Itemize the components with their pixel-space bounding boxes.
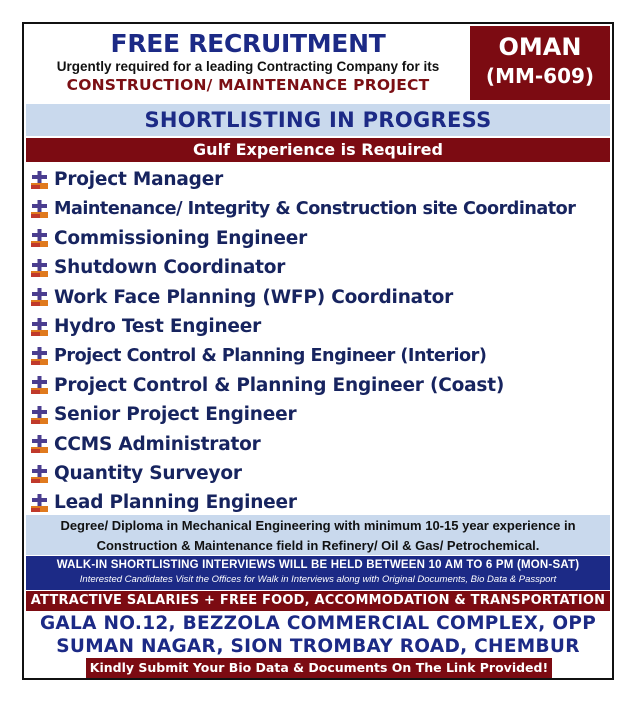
job-item	[30, 488, 610, 517]
plus-arrow-icon	[30, 464, 50, 484]
job-title: Hydro Test Engineer	[54, 316, 262, 338]
walkin-banner	[26, 556, 610, 590]
job-title: Work Face Planning (WFP) Coordinator	[54, 286, 454, 308]
flyer-subtitle: Urgently required for a leading Contracting Company for its	[56, 59, 440, 74]
job-title: Quantity Surveyor	[54, 463, 242, 485]
plus-arrow-icon	[30, 317, 50, 337]
walkin-instructions: Interested Candidates Visit the Offices for Walk in Interviews along with Original Documents, Bio Data & Passport	[79, 574, 557, 585]
plus-arrow-icon	[30, 287, 50, 307]
submit-banner	[86, 658, 552, 678]
requirement-text: Gulf Experience is Required	[193, 140, 443, 159]
address-line-1: GALA NO.12, BEZZOLA COMMERCIAL COMPLEX, OPP	[39, 613, 597, 634]
job-title: Senior Project Engineer	[54, 404, 297, 426]
flyer-title: FREE RECRUITMENT	[110, 29, 386, 58]
recruitment-flyer	[22, 22, 614, 680]
qualification-box	[26, 515, 610, 555]
header-left	[26, 26, 470, 100]
job-item	[30, 224, 610, 253]
plus-arrow-icon	[30, 228, 50, 248]
status-banner	[26, 104, 610, 136]
job-item	[30, 165, 610, 194]
job-list	[30, 165, 610, 518]
job-title: Commissioning Engineer	[54, 227, 308, 249]
country-name: OMAN	[498, 33, 582, 61]
job-item	[30, 253, 610, 282]
job-title: Lead Planning Engineer	[54, 492, 297, 514]
job-item	[30, 312, 610, 341]
country-badge	[470, 26, 610, 100]
job-item	[30, 371, 610, 400]
job-item	[30, 194, 610, 223]
job-item	[30, 400, 610, 429]
benefits-banner	[26, 591, 610, 611]
job-item	[30, 430, 610, 459]
walkin-schedule: WALK-IN SHORTLISTING INTERVIEWS WILL BE HELD BETWEEN 10 AM TO 6 PM (MON-SAT)	[56, 559, 580, 571]
job-item	[30, 283, 610, 312]
submit-text: Kindly Submit Your Bio Data & Documents On The Link Provided!	[89, 660, 549, 675]
plus-arrow-icon	[30, 346, 50, 366]
plus-arrow-icon	[30, 258, 50, 278]
office-address	[26, 612, 610, 658]
job-title: Project Manager	[54, 169, 223, 191]
job-title: Maintenance/ Integrity & Construction site Coordinator	[54, 199, 576, 220]
job-title: Project Control & Planning Engineer (Coast)	[54, 374, 505, 396]
address-line-2: SUMAN NAGAR, SION TROMBAY ROAD, CHEMBUR	[56, 636, 580, 657]
job-title: CCMS Administrator	[54, 433, 261, 455]
project-type: CONSTRUCTION/ MAINTENANCE PROJECT	[66, 76, 430, 94]
benefits-text: ATTRACTIVE SALARIES + FREE FOOD, ACCOMMODATION & TRANSPORTATION	[30, 593, 606, 608]
status-text: SHORTLISTING IN PROGRESS	[144, 108, 492, 132]
job-item	[30, 341, 610, 370]
plus-arrow-icon	[30, 199, 50, 219]
plus-arrow-icon	[30, 493, 50, 513]
qualification-line-1: Degree/ Diploma in Mechanical Engineering with minimum 10-15 year experience in	[60, 518, 576, 533]
requirement-banner	[26, 138, 610, 162]
plus-arrow-icon	[30, 170, 50, 190]
plus-arrow-icon	[30, 434, 50, 454]
job-title: Project Control & Planning Engineer (Interior)	[54, 346, 487, 367]
reference-code: (MM-609)	[485, 64, 595, 88]
job-item	[30, 459, 610, 488]
qualification-line-2: Construction & Maintenance field in Refinery/ Oil & Gas/ Petrochemical.	[96, 538, 540, 553]
plus-arrow-icon	[30, 375, 50, 395]
job-title: Shutdown Coordinator	[54, 257, 286, 279]
plus-arrow-icon	[30, 405, 50, 425]
